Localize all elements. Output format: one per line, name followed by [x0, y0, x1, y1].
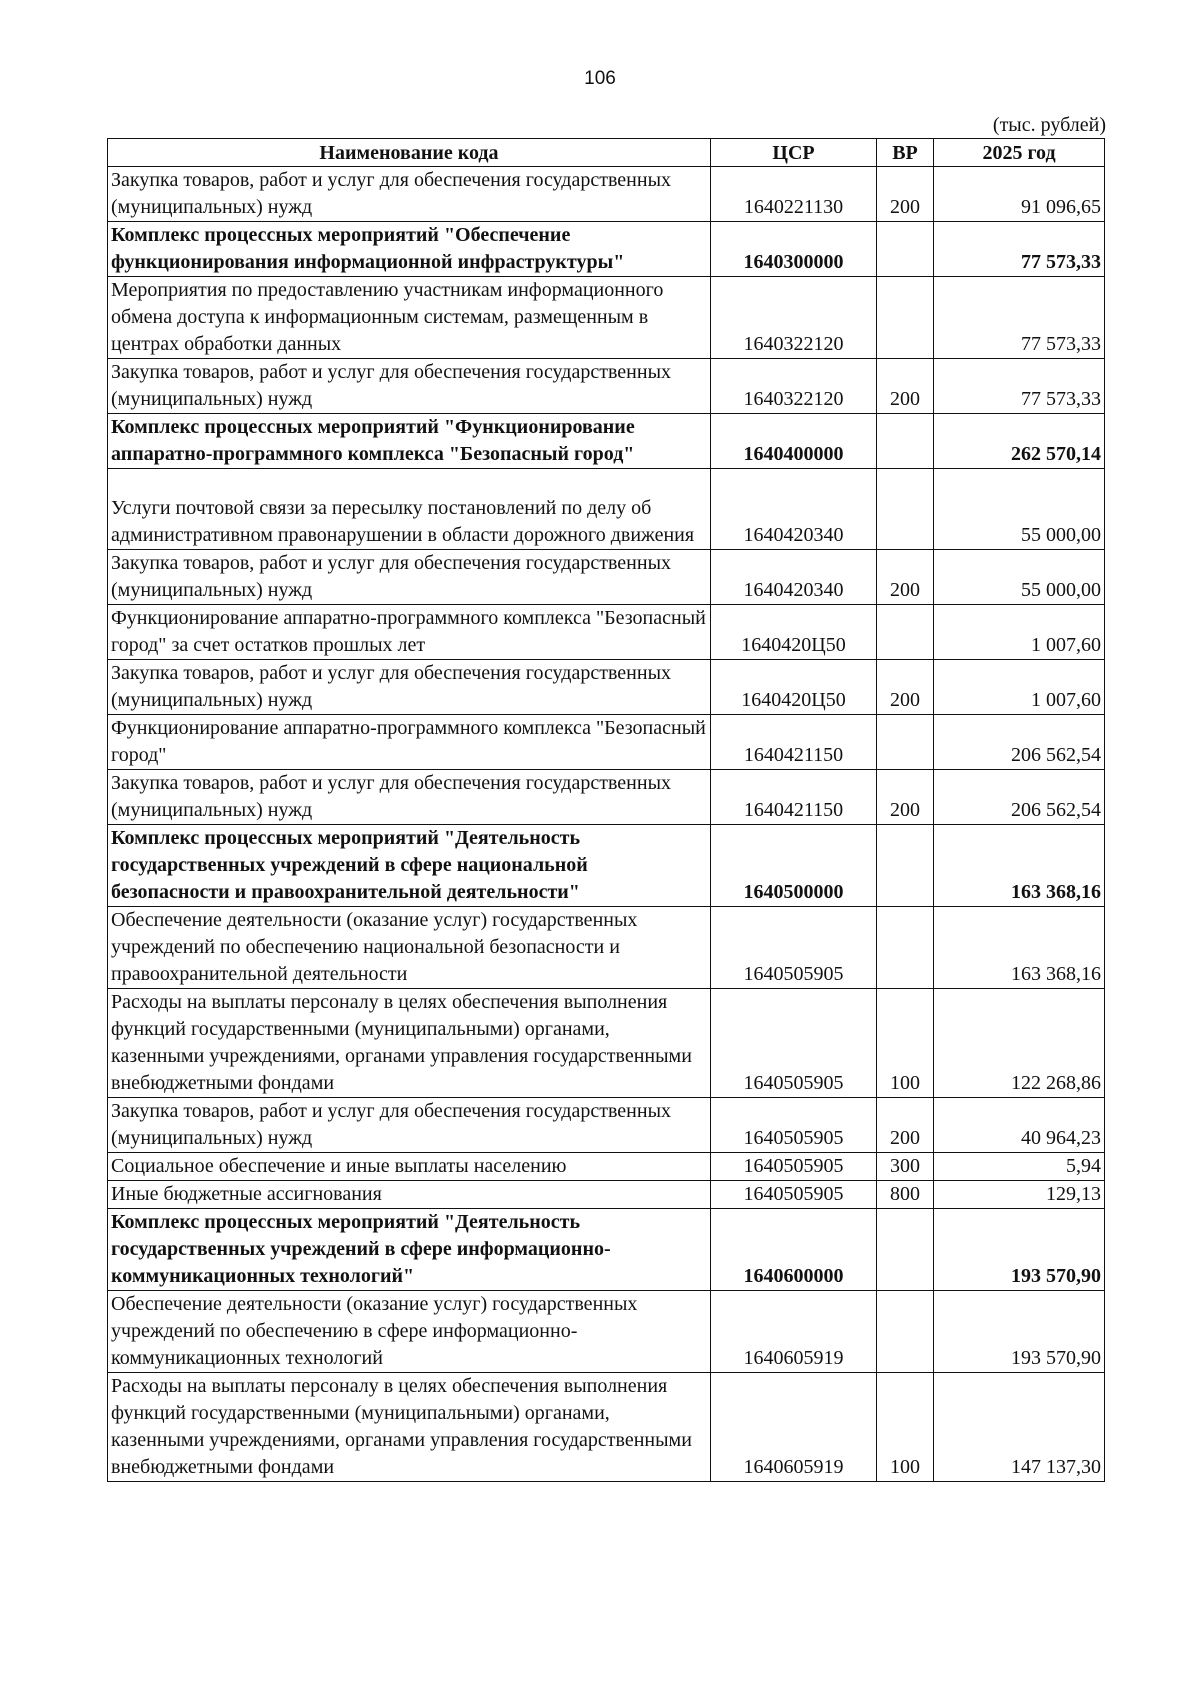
row-csr: 1640505905: [711, 1098, 877, 1153]
row-csr: 1640420Ц50: [711, 660, 877, 715]
table-row: [108, 359, 1105, 414]
row-vr: 100: [877, 1373, 934, 1482]
table-row: [108, 1209, 1105, 1291]
row-vr: 200: [877, 359, 934, 414]
header-vr: ВР: [877, 139, 934, 167]
row-sum: 129,13: [934, 1181, 1105, 1209]
header-name: Наименование кода: [108, 139, 711, 167]
table-row: [108, 550, 1105, 605]
row-csr: 1640420Ц50: [711, 605, 877, 660]
row-sum: 163 368,16: [934, 825, 1105, 907]
row-name: Комплекс процессных мероприятий "Обеспечение функционирования информационной инфраструктуры": [108, 222, 711, 277]
row-sum: 77 573,33: [934, 277, 1105, 359]
row-sum: 122 268,86: [934, 989, 1105, 1098]
row-sum: 1 007,60: [934, 660, 1105, 715]
row-csr: 1640505905: [711, 907, 877, 989]
row-vr: [877, 825, 934, 907]
row-sum: 55 000,00: [934, 550, 1105, 605]
row-csr: 1640420340: [711, 550, 877, 605]
row-name: Обеспечение деятельности (оказание услуг) государственных учреждений по обеспечению в сфере информационно-коммуникационных технологий: [108, 1291, 711, 1373]
row-vr: 100: [877, 989, 934, 1098]
row-csr: 1640221130: [711, 167, 877, 222]
row-vr: [877, 469, 934, 550]
row-csr: 1640605919: [711, 1373, 877, 1482]
table-row: [108, 277, 1105, 359]
table-row: [108, 825, 1105, 907]
row-name: Закупка товаров, работ и услуг для обеспечения государственных (муниципальных) нужд: [108, 359, 711, 414]
budget-table: [107, 138, 1105, 1482]
page-number: 106: [584, 68, 616, 89]
table-row: [108, 414, 1105, 469]
row-csr: 1640500000: [711, 825, 877, 907]
row-sum: 163 368,16: [934, 907, 1105, 989]
row-vr: 200: [877, 770, 934, 825]
row-vr: [877, 277, 934, 359]
table-row: [108, 907, 1105, 989]
table-row: [108, 989, 1105, 1098]
row-vr: 200: [877, 660, 934, 715]
row-sum: 77 573,33: [934, 359, 1105, 414]
row-sum: 206 562,54: [934, 715, 1105, 770]
row-name: Мероприятия по предоставлению участникам информационного обмена доступа к информационным системам, размещенным в центрах обработки данных: [108, 277, 711, 359]
row-name: Расходы на выплаты персоналу в целях обеспечения выполнения функций государственными (муниципальными) органами, казенными учреждениями, органами управления государственными внебюджетными фондами: [108, 1373, 711, 1482]
table-row: [108, 1098, 1105, 1153]
row-name: Закупка товаров, работ и услуг для обеспечения государственных (муниципальных) нужд: [108, 660, 711, 715]
row-csr: 1640505905: [711, 1181, 877, 1209]
row-csr: 1640505905: [711, 1153, 877, 1181]
row-vr: [877, 605, 934, 660]
row-vr: 200: [877, 1098, 934, 1153]
row-sum: 193 570,90: [934, 1291, 1105, 1373]
row-csr: 1640322120: [711, 277, 877, 359]
header-csr: ЦСР: [711, 139, 877, 167]
row-csr: 1640421150: [711, 715, 877, 770]
row-csr: 1640505905: [711, 989, 877, 1098]
table-row: [108, 1181, 1105, 1209]
table-row: [108, 1153, 1105, 1181]
units-note: (тыс. рублей): [992, 114, 1106, 136]
row-sum: 206 562,54: [934, 770, 1105, 825]
row-name: Обеспечение деятельности (оказание услуг) государственных учреждений по обеспечению национальной безопасности и правоохранительной деятельности: [108, 907, 711, 989]
row-name: Расходы на выплаты персоналу в целях обеспечения выполнения функций государственными (муниципальными) органами, казенными учреждениями, органами управления государственными внебюджетными фондами: [108, 989, 711, 1098]
row-sum: 147 137,30: [934, 1373, 1105, 1482]
table-row: [108, 1373, 1105, 1482]
row-vr: [877, 414, 934, 469]
row-csr: 1640421150: [711, 770, 877, 825]
row-csr: 1640600000: [711, 1209, 877, 1291]
row-vr: [877, 715, 934, 770]
row-name: Функционирование аппаратно-программного комплекса "Безопасный город": [108, 715, 711, 770]
row-name: Услуги почтовой связи за пересылку постановлений по делу об административном правонарушении в области дорожного движения: [108, 469, 711, 550]
table-row: [108, 167, 1105, 222]
table-row: [108, 1291, 1105, 1373]
row-sum: 55 000,00: [934, 469, 1105, 550]
row-csr: 1640300000: [711, 222, 877, 277]
row-vr: 200: [877, 167, 934, 222]
row-name: Комплекс процессных мероприятий "Функционирование аппаратно-программного комплекса "Безопасный город": [108, 414, 711, 469]
row-name: Комплекс процессных мероприятий "Деятельность государственных учреждений в сфере информационно-коммуникационных технологий": [108, 1209, 711, 1291]
row-sum: 91 096,65: [934, 167, 1105, 222]
row-vr: 800: [877, 1181, 934, 1209]
row-vr: [877, 907, 934, 989]
row-vr: [877, 222, 934, 277]
table-row: [108, 222, 1105, 277]
row-name: Закупка товаров, работ и услуг для обеспечения государственных (муниципальных) нужд: [108, 550, 711, 605]
table-header: [108, 139, 1105, 167]
row-csr: 1640605919: [711, 1291, 877, 1373]
row-csr: 1640420340: [711, 469, 877, 550]
row-name: Закупка товаров, работ и услуг для обеспечения государственных (муниципальных) нужд: [108, 167, 711, 222]
row-vr: 200: [877, 550, 934, 605]
row-vr: 300: [877, 1153, 934, 1181]
row-sum: 40 964,23: [934, 1098, 1105, 1153]
row-sum: 77 573,33: [934, 222, 1105, 277]
row-sum: 5,94: [934, 1153, 1105, 1181]
row-sum: 262 570,14: [934, 414, 1105, 469]
table-row: [108, 605, 1105, 660]
header-row: [108, 139, 1105, 167]
row-name: Закупка товаров, работ и услуг для обеспечения государственных (муниципальных) нужд: [108, 1098, 711, 1153]
table-row: [108, 469, 1105, 550]
table-body: [108, 167, 1105, 1482]
row-vr: [877, 1209, 934, 1291]
row-csr: 1640322120: [711, 359, 877, 414]
row-name: Комплекс процессных мероприятий "Деятельность государственных учреждений в сфере национальной безопасности и правоохранительной деятельности": [108, 825, 711, 907]
row-name: Иные бюджетные ассигнования: [108, 1181, 711, 1209]
row-name: Функционирование аппаратно-программного комплекса "Безопасный город" за счет остатков прошлых лет: [108, 605, 711, 660]
header-sum: 2025 год: [934, 139, 1105, 167]
row-sum: 193 570,90: [934, 1209, 1105, 1291]
table-row: [108, 770, 1105, 825]
row-csr: 1640400000: [711, 414, 877, 469]
row-sum: 1 007,60: [934, 605, 1105, 660]
table-row: [108, 715, 1105, 770]
row-vr: [877, 1291, 934, 1373]
row-name: Социальное обеспечение и иные выплаты населению: [108, 1153, 711, 1181]
row-name: Закупка товаров, работ и услуг для обеспечения государственных (муниципальных) нужд: [108, 770, 711, 825]
table-row: [108, 660, 1105, 715]
